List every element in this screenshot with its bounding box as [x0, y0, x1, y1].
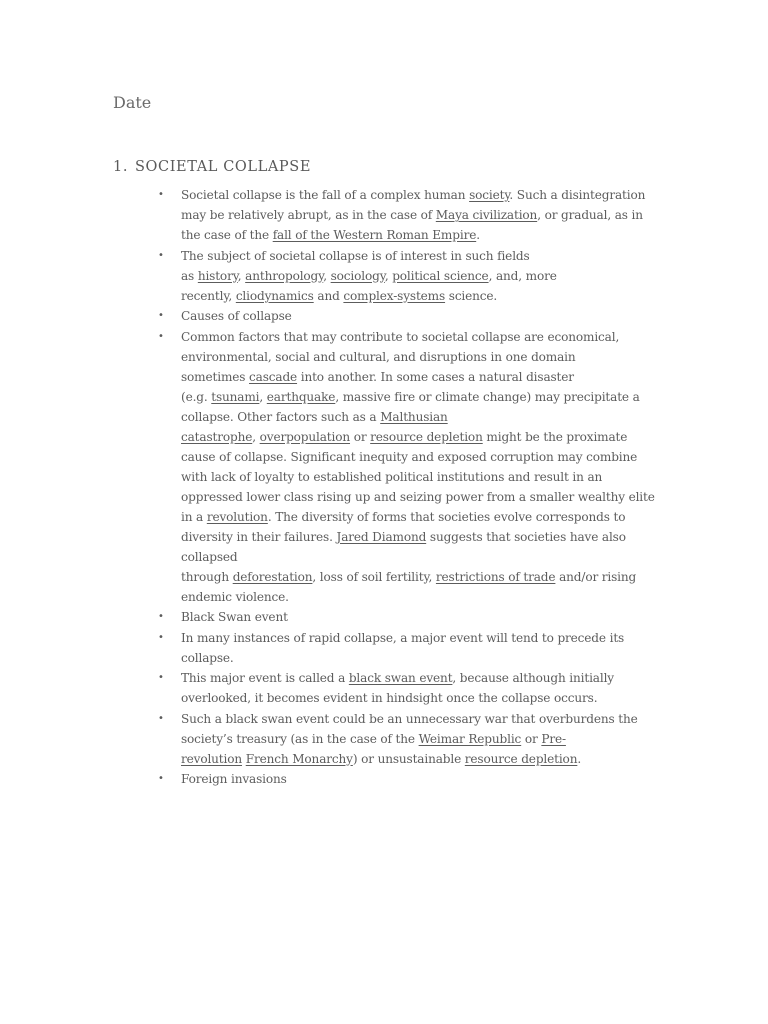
bullet-text: Common factors that may contribute to societal collapse are economical, environmental, social and cultural, and disruptions in one domain	[181, 329, 620, 364]
wiki-link[interactable]: complex-systems	[343, 288, 446, 303]
bullet-item	[158, 306, 661, 326]
bullet-text: . Such a disintegration may be relatively abrupt, as in the case of	[181, 188, 646, 222]
wiki-link[interactable]: cascade	[249, 369, 298, 384]
bullet-text: , loss of soil fertility,	[312, 569, 436, 584]
bullet-dot: •	[158, 611, 164, 622]
bullet-dot: •	[158, 712, 164, 724]
bullet-text: ,	[237, 268, 246, 283]
bullet-dot: •	[158, 330, 164, 342]
bullet-item	[158, 628, 661, 668]
wiki-link[interactable]: society	[469, 188, 510, 202]
bullet-text: and/or rising endemic violence.	[181, 569, 637, 604]
bullet-item	[158, 668, 661, 708]
bullet-dot: •	[158, 672, 164, 683]
bullet-text: This major event is called a	[181, 671, 349, 685]
bullet-item	[158, 327, 661, 607]
bullet-text: ) or unsustainable	[352, 751, 465, 766]
bullet-text: (e.g.	[181, 389, 212, 404]
wiki-link[interactable]: resource depletion	[464, 751, 578, 766]
bullet-text: Foreign invasions	[181, 772, 287, 786]
wiki-link[interactable]: resource depletion	[370, 429, 483, 444]
bullet-text: ,	[384, 268, 393, 283]
bullet-text: and	[313, 288, 344, 303]
wiki-link[interactable]: Pre-	[541, 731, 566, 746]
wiki-link[interactable]: deforestation	[232, 569, 313, 584]
bullet-dot: •	[158, 189, 164, 200]
bullet-text: through	[181, 569, 233, 584]
bullet-dot: •	[158, 773, 164, 784]
bullet-text: , because although initially overlooked, it becomes evident in hindsight once the collapse occurs.	[181, 671, 614, 705]
bullet-list	[158, 185, 661, 790]
wiki-link[interactable]: history	[197, 268, 238, 283]
bullet-item	[158, 769, 661, 789]
wiki-link[interactable]: cliodynamics	[235, 288, 314, 303]
bullet-text: The subject of societal collapse is of interest in such fields	[181, 248, 530, 263]
bullet-text: . The diversity of forms that societies evolve corresponds to diversity in their failures.	[181, 509, 626, 544]
wiki-link[interactable]: catastrophe	[181, 429, 253, 444]
wiki-link[interactable]: Weimar Republic	[418, 731, 522, 746]
wiki-link[interactable]: earthquake	[266, 389, 336, 404]
bullet-item	[158, 246, 661, 306]
bullet-text: Such a black swan event could be an unnecessary war that overburdens the society’s treasury (as in the case of the	[181, 711, 638, 746]
bullet-text: Causes of collapse	[181, 309, 292, 323]
bullet-text: recently,	[181, 288, 236, 303]
wiki-link[interactable]: Maya civilization	[435, 208, 538, 222]
wiki-link[interactable]: political science	[392, 268, 489, 283]
bullet-dot: •	[158, 249, 164, 261]
bullet-text: .	[476, 228, 480, 242]
bullet-item	[158, 607, 661, 627]
date-heading: Date	[113, 93, 152, 112]
bullet-text: or	[350, 429, 371, 444]
bullet-text: ,	[323, 268, 331, 283]
wiki-link[interactable]: black swan event	[348, 671, 453, 685]
section-title: SOCIETAL COLLAPSE	[135, 159, 312, 175]
bullet-text: sometimes	[181, 369, 250, 384]
wiki-link[interactable]: overpopulation	[259, 429, 351, 444]
wiki-link[interactable]: sociology	[330, 268, 385, 283]
wiki-link[interactable]: French Monarchy	[245, 751, 353, 766]
bullet-dot: •	[158, 631, 164, 643]
section-number: 1.	[113, 159, 129, 175]
bullet-item	[158, 185, 661, 245]
bullet-text: Societal collapse is the fall of a complex human	[181, 188, 470, 202]
wiki-link[interactable]: anthropology	[245, 268, 324, 283]
wiki-link[interactable]: Malthusian	[380, 409, 448, 424]
bullet-text: science.	[445, 288, 498, 303]
wiki-link[interactable]: fall of the Western Roman Empire	[272, 228, 477, 242]
bullet-text: ,	[252, 429, 260, 444]
bullet-dot: •	[158, 310, 164, 321]
bullet-text: or	[521, 731, 542, 746]
bullet-text: ,	[259, 389, 267, 404]
bullet-text: as	[181, 268, 198, 283]
bullet-text: suggests that societies have also collapsed	[181, 529, 626, 564]
wiki-link[interactable]: restrictions of trade	[435, 569, 556, 584]
bullet-text: In many instances of rapid collapse, a major event will tend to precede its collapse.	[181, 630, 625, 665]
wiki-link[interactable]: Jared Diamond	[336, 529, 427, 544]
wiki-link[interactable]: revolution	[181, 751, 243, 766]
section-heading	[113, 159, 311, 175]
bullet-text: , or gradual, as in the case of the	[181, 208, 643, 242]
bullet-text: might be the proximate cause of collapse. Significant inequity and exposed corruption may combine with lack of loyalty to established political institutions and result in an oppressed lower class rising up and seizing power from a smaller wealthy elite in a	[181, 429, 655, 524]
bullet-text: , and, more	[488, 268, 557, 283]
bullet-text: Black Swan event	[181, 610, 288, 624]
bullet-text: .	[577, 751, 582, 766]
bullet-item	[158, 709, 661, 769]
wiki-link[interactable]: revolution	[206, 509, 268, 524]
bullet-text: into another. In some cases a natural disaster	[297, 369, 574, 384]
wiki-link[interactable]: tsunami	[211, 389, 260, 404]
bullet-text: , massive fire or climate change) may precipitate a collapse. Other factors such as a	[181, 389, 640, 424]
